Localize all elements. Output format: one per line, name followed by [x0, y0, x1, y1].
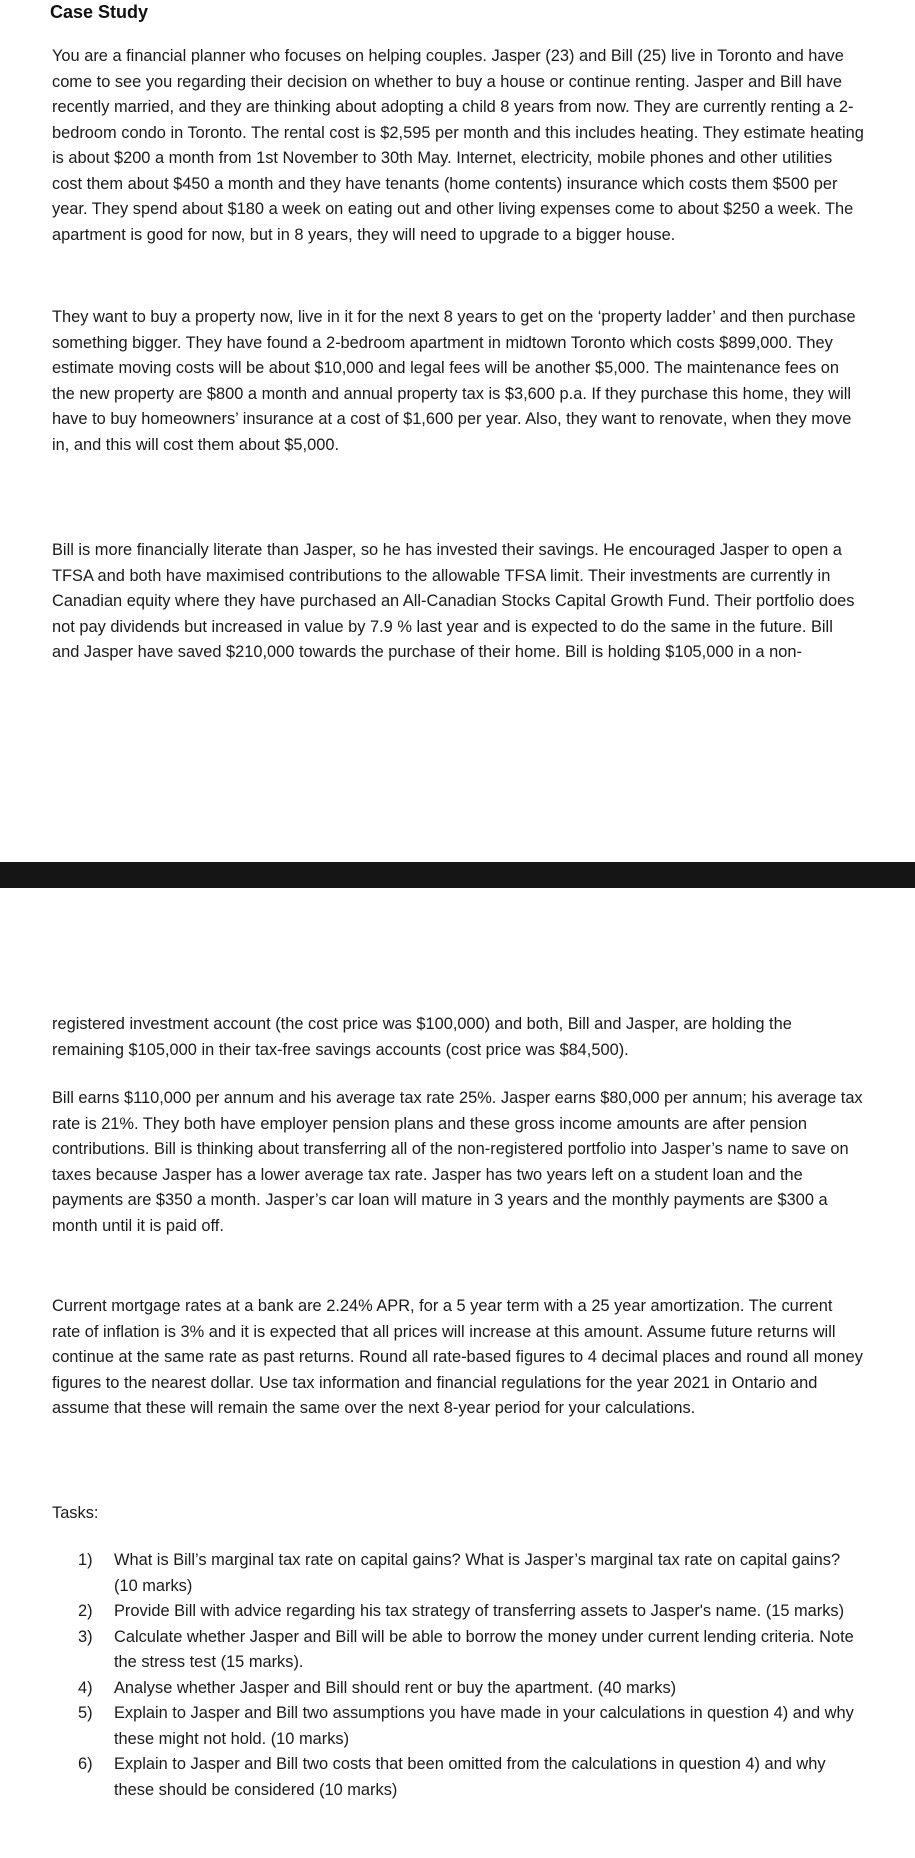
paragraph-investments: Bill is more financially literate than Jasper, so he has invested their savings. He encouraged Jasper to open a TFSA and both have maximised contributions to the allowable TFSA limit. Their investments are currently in Canadian equity where they have purchased an All-Canadian Stocks Capital Growth Fund. Their portfolio does not pay dividends but increased in value by 7.9 % last year and is expected to do the same in the future. Bill and Jasper have saved $210,000 towards the purchase of their home. Bill is holding $105,000 in a non-	[52, 541, 855, 661]
task-item	[78, 1599, 866, 1625]
task-item	[78, 1676, 866, 1702]
paragraph-property-purchase: They want to buy a property now, live in it for the next 8 years to get on the ‘property ladder’ and then purchase something bigger. They have found a 2-bedroom apartment in midtown Toronto which costs $899,000. They estimate moving costs will be about $10,000 and legal fees will be another $5,000. The maintenance fees on the new property are $800 a month and annual property tax is $3,600 p.a. If they purchase this home, they will have to buy homeowners’ insurance at a cost of $1,600 per year. Also, they want to renovate, when they move in, and this will cost them about $5,000.	[52, 308, 856, 454]
task-item	[78, 1752, 866, 1803]
task-number: 1)	[78, 1551, 93, 1569]
tasks-heading: Tasks:	[52, 1504, 99, 1522]
task-item	[78, 1548, 866, 1599]
paragraph-investments-continued: registered investment account (the cost price was $100,000) and both, Bill and Jasper, are holding the remaining $105,000 in their tax-free savings accounts (cost price was $84,500).	[52, 1015, 792, 1059]
task-item	[78, 1625, 866, 1676]
task-number: 2)	[78, 1602, 93, 1620]
task-item	[78, 1701, 866, 1752]
task-number: 5)	[78, 1704, 93, 1722]
paragraph-current-situation: You are a financial planner who focuses on helping couples. Jasper (23) and Bill (25) live in Toronto and have come to see you regarding their decision on whether to buy a house or continue renting. Jasper and Bill have recently married, and they are thinking about adopting a child 8 years from now. They are currently renting a 2-bedroom condo in Toronto. The rental cost is $2,595 per month and this includes heating. They estimate heating is about $200 a month from 1st November to 30th May. Internet, electricity, mobile phones and other utilities cost them about $450 a month and they have tenants (home contents) insurance which costs them $500 per year. They spend about $180 a week on eating out and other living expenses come to about $250 a week. The apartment is good for now, but in 8 years, they will need to upgrade to a bigger house.	[52, 47, 864, 244]
task-number: 3)	[78, 1627, 93, 1646]
task-number: 4)	[78, 1678, 93, 1697]
task-text: What is Bill’s marginal tax rate on capital gains? What is Jasper’s marginal tax rate on capital gains? (10 marks)	[114, 1551, 841, 1595]
page-title: Case Study	[50, 2, 149, 22]
tasks-list	[78, 1548, 866, 1803]
paragraph-income: Bill earns $110,000 per annum and his average tax rate 25%. Jasper earns $80,000 per annum; his average tax rate is 21%. They both have employer pension plans and these gross income amounts are after pension contributions. Bill is thinking about transferring all of the non-registered portfolio into Jasper’s name to save on taxes because Jasper has a lower average tax rate. Jasper has two years left on a student loan and the payments are $350 a month. Jasper’s car loan will mature in 3 years and the monthly payments are $300 a month until it is paid off.	[52, 1089, 863, 1235]
task-number: 6)	[78, 1755, 93, 1773]
task-text: Analyse whether Jasper and Bill should rent or buy the apartment. (40 marks)	[114, 1678, 677, 1697]
paragraph-assumptions: Current mortgage rates at a bank are 2.24% APR, for a 5 year term with a 25 year amortization. The current rate of inflation is 3% and it is expected that all prices will increase at this amount. Assume future returns will continue at the same rate as past returns. Round all rate-based figures to 4 decimal places and round all money figures to the nearest dollar. Use tax information and financial regulations for the year 2021 in Ontario and assume that these will remain the same over the next 8-year period for your calculations.	[52, 1297, 863, 1417]
task-text: Provide Bill with advice regarding his tax strategy of transferring assets to Jasper's name. (15 marks)	[114, 1602, 845, 1620]
page-divider-bar	[0, 862, 915, 888]
task-text: Explain to Jasper and Bill two assumptions you have made in your calculations in question 4) and why these might not hold. (10 marks)	[114, 1704, 854, 1748]
task-text: Calculate whether Jasper and Bill will be able to borrow the money under current lending criteria. Note the stress test (15 marks).	[114, 1627, 854, 1671]
task-text: Explain to Jasper and Bill two costs that been omitted from the calculations in question 4) and why these should be considered (10 marks)	[114, 1755, 826, 1799]
